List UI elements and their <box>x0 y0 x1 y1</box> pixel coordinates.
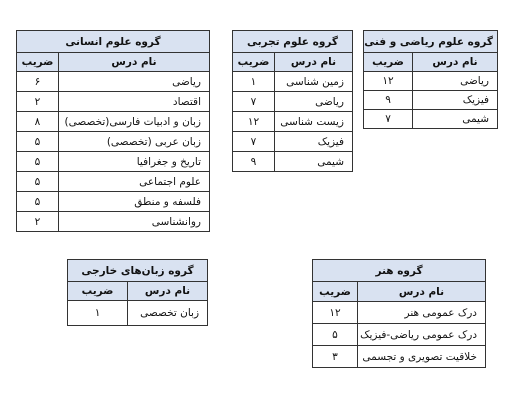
course-name: درک عمومی ریاضی-فیزیک <box>358 324 486 346</box>
course-name: فیزیک <box>275 132 353 152</box>
course-coef: ۱۲ <box>313 302 358 324</box>
column-header-coef: ضریب <box>233 53 275 72</box>
course-coef: ۵ <box>17 192 59 212</box>
course-name: ریاضی <box>413 72 498 91</box>
table-row <box>17 92 210 112</box>
table-row <box>364 91 498 110</box>
column-header-coef: ضریب <box>313 282 358 302</box>
table-row <box>233 112 353 132</box>
course-coef: ۱۲ <box>364 72 413 91</box>
table-row <box>364 110 498 129</box>
table-row <box>233 152 353 172</box>
table-row <box>17 72 210 92</box>
table-math <box>363 30 498 129</box>
course-coef: ۱ <box>68 301 128 326</box>
course-coef: ۲ <box>17 212 59 232</box>
column-header-name: نام درس <box>413 53 498 72</box>
course-coef: ۵ <box>17 152 59 172</box>
table-art <box>312 259 486 368</box>
course-coef: ۲ <box>17 92 59 112</box>
table-humanities <box>16 30 210 232</box>
course-name: فلسفه و منطق <box>59 192 210 212</box>
column-header-coef: ضریب <box>17 53 59 72</box>
table-title: گروه علوم ریاضی و فنی <box>364 31 498 53</box>
table-row <box>233 132 353 152</box>
course-name: فیزیک <box>413 91 498 110</box>
course-coef: ۷ <box>233 92 275 112</box>
table-row <box>17 152 210 172</box>
column-header-name: نام درس <box>358 282 486 302</box>
table-languages <box>67 259 208 326</box>
course-coef: ۷ <box>233 132 275 152</box>
table-title: گروه هنر <box>313 260 486 282</box>
course-name: ریاضی <box>59 72 210 92</box>
course-coef: ۵ <box>17 132 59 152</box>
course-coef: ۱ <box>233 72 275 92</box>
course-coef: ۶ <box>17 72 59 92</box>
table-title: گروه علوم تجربی <box>233 31 353 53</box>
table-row <box>17 112 210 132</box>
course-coef: ۸ <box>17 112 59 132</box>
table-row <box>17 192 210 212</box>
table-row <box>313 346 486 368</box>
column-header-coef: ضریب <box>364 53 413 72</box>
course-name: تاریخ و جغرافیا <box>59 152 210 172</box>
course-coef: ۹ <box>233 152 275 172</box>
course-name: زبان و ادبیات فارسی(تخصصی) <box>59 112 210 132</box>
course-name: اقتصاد <box>59 92 210 112</box>
course-coef: ۷ <box>364 110 413 129</box>
table-row <box>17 132 210 152</box>
course-name: زبان عربی (تخصصی) <box>59 132 210 152</box>
table-row <box>233 92 353 112</box>
course-coef: ۹ <box>364 91 413 110</box>
table-row <box>364 72 498 91</box>
course-coef: ۵ <box>313 324 358 346</box>
table-row <box>233 72 353 92</box>
course-name: شیمی <box>275 152 353 172</box>
table-row <box>17 172 210 192</box>
table-row <box>313 324 486 346</box>
table-row <box>313 302 486 324</box>
course-name: علوم اجتماعی <box>59 172 210 192</box>
course-name: درک عمومی هنر <box>358 302 486 324</box>
course-name: زمین شناسی <box>275 72 353 92</box>
course-name: زیست شناسی <box>275 112 353 132</box>
table-experimental <box>232 30 353 172</box>
table-row <box>17 212 210 232</box>
course-coef: ۵ <box>17 172 59 192</box>
course-name: روانشناسی <box>59 212 210 232</box>
table-row <box>68 301 208 326</box>
table-title: گروه علوم انسانی <box>17 31 210 53</box>
course-name: ریاضی <box>275 92 353 112</box>
course-name: زبان تخصصی <box>128 301 208 326</box>
table-title: گروه زبان‌های خارجی <box>68 260 208 282</box>
course-name: خلاقیت تصویری و تجسمی <box>358 346 486 368</box>
column-header-name: نام درس <box>128 282 208 301</box>
column-header-coef: ضریب <box>68 282 128 301</box>
column-header-name: نام درس <box>275 53 353 72</box>
course-coef: ۱۲ <box>233 112 275 132</box>
course-name: شیمی <box>413 110 498 129</box>
column-header-name: نام درس <box>59 53 210 72</box>
course-coef: ۳ <box>313 346 358 368</box>
